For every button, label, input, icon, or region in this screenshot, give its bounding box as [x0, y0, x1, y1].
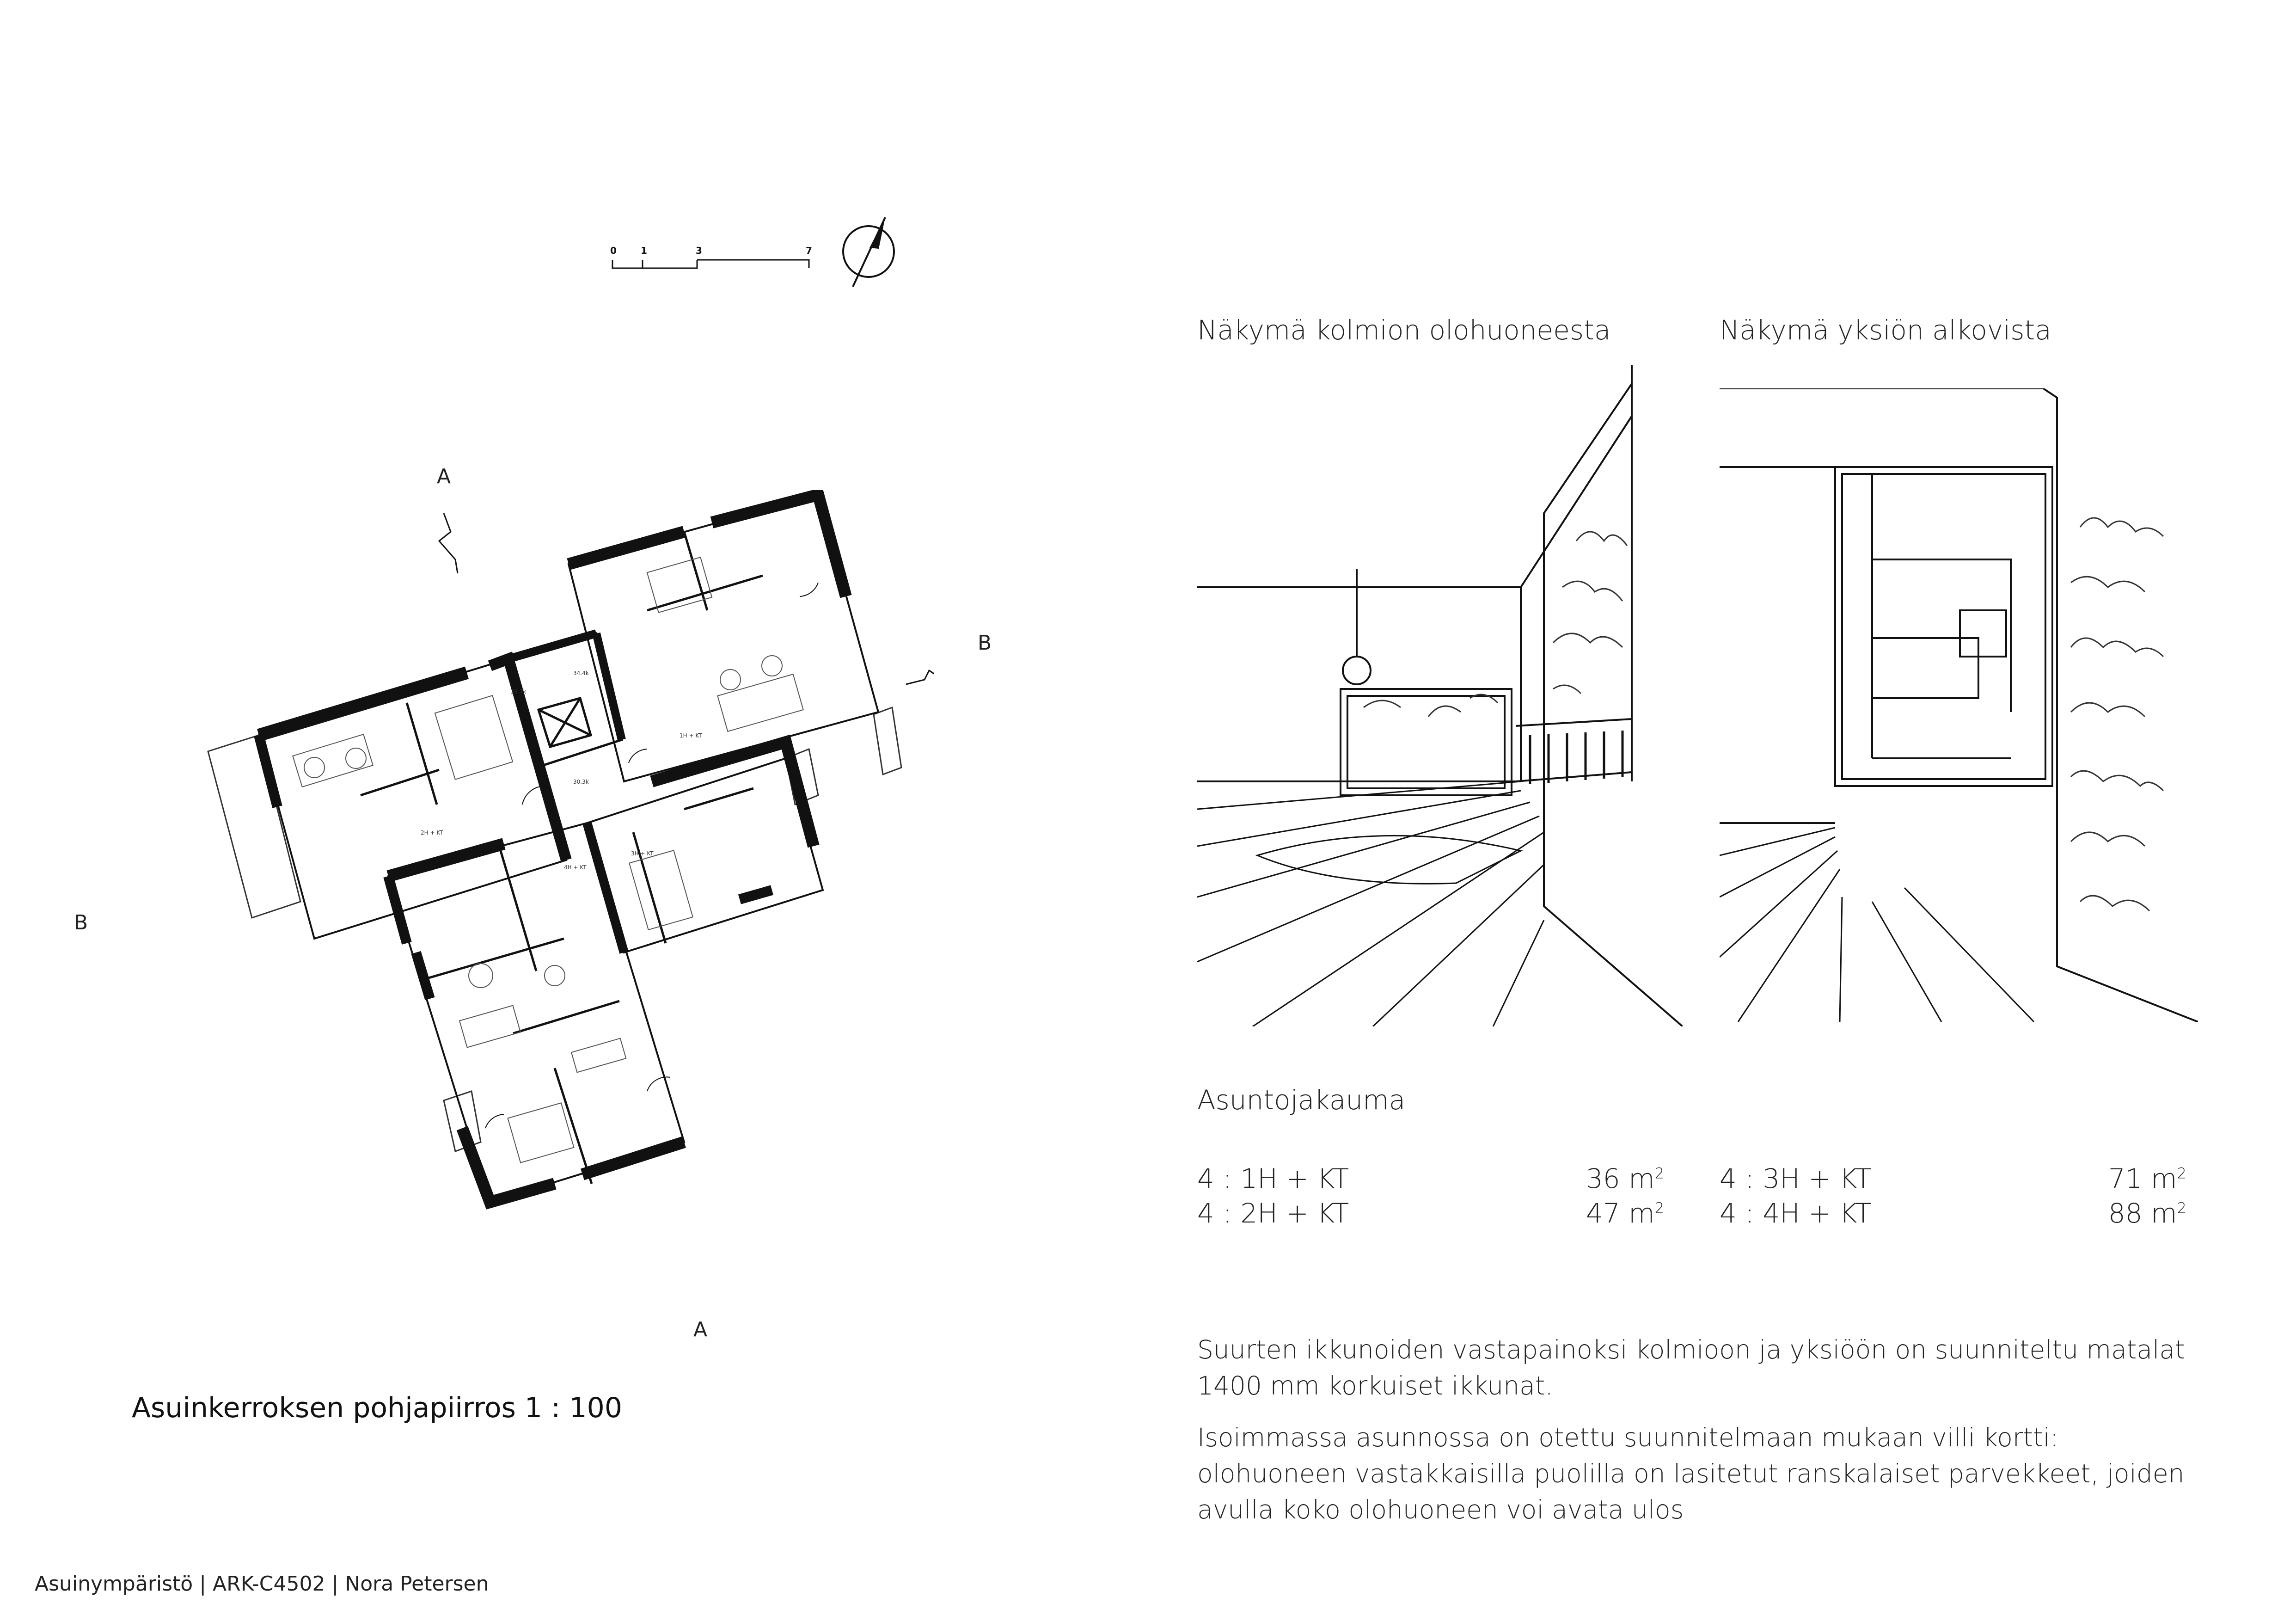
- room-tag-2h-kt: 2H + KT: [421, 829, 443, 836]
- room-tag-3h-kt: 3H + KT: [631, 850, 654, 857]
- room-tag-1h-kt: 1H + KT: [680, 732, 702, 739]
- room-tag-34-4k: 34.4k: [573, 670, 589, 676]
- footer-credit: Asuinympäristö | ARK-C4502 | Nora Petersen: [35, 1572, 489, 1596]
- north-arrow-icon: [839, 213, 899, 291]
- scale-label-3: 3: [696, 245, 702, 256]
- distribution-row-2h: [1197, 1198, 1664, 1229]
- distribution-type: 4 : 4H + KT: [1720, 1198, 1872, 1229]
- room-tag-30-3k: 30.3k: [573, 779, 589, 785]
- floor-plan: [194, 490, 934, 1248]
- scale-bar: [610, 240, 823, 282]
- plan-title: Asuinkerroksen pohjapiirros 1 : 100: [132, 1392, 622, 1424]
- section-label-a-top: A: [437, 465, 451, 488]
- distribution-type: 4 : 2H + KT: [1197, 1198, 1349, 1229]
- distribution-area: 47 $m^2$: [1586, 1198, 1664, 1229]
- distribution-area: 36 $m^2$: [1586, 1163, 1664, 1194]
- description-paragraph-2: Isoimmassa asunnossa on otettu suunnitelmaan mukaan villi kortti: olohuoneen vastakkaisilla puolilla on lasitetut ranskalaiset parvekkeet, joiden avulla koko olohuoneen voi avata ulos: [1197, 1423, 2185, 1524]
- view-title-left: Näkymä kolmion olohuoneesta: [1197, 314, 1611, 346]
- section-label-a-bottom: A: [693, 1318, 708, 1341]
- scale-label-1: 1: [641, 245, 647, 256]
- scale-label-0: 0: [610, 245, 617, 256]
- scale-bar-graphic: [610, 258, 823, 276]
- distribution-title: Asuntojakauma: [1197, 1084, 1406, 1116]
- section-label-b-right: B: [978, 631, 992, 655]
- scale-label-7: 7: [806, 245, 812, 256]
- distribution-row-4h: [1720, 1198, 2186, 1229]
- room-tag-33-7k: 33.7k: [511, 688, 527, 695]
- distribution-type: 4 : 3H + KT: [1720, 1163, 1872, 1194]
- section-label-b-left: B: [74, 911, 88, 934]
- alcove-view-illustration: [1720, 388, 2198, 1022]
- distribution-row-3h: [1720, 1163, 2186, 1194]
- distribution-area: 88 $m^2$: [2108, 1198, 2186, 1229]
- description-paragraph-1: Suurten ikkunoiden vastapainoksi kolmioon ja yksiöön on suunniteltu matalat 1400 mm korkuiset ikkunat.: [1197, 1335, 2185, 1401]
- distribution-type: 4 : 1H + KT: [1197, 1163, 1349, 1194]
- view-title-right: Näkymä yksiön alkovista: [1720, 314, 2051, 346]
- distribution-row-1h: [1197, 1163, 1664, 1194]
- distribution-area: 71 $m^2$: [2108, 1163, 2186, 1194]
- living-room-view-illustration: [1197, 365, 1683, 1026]
- room-tag-4h-kt: 4H + KT: [564, 864, 587, 871]
